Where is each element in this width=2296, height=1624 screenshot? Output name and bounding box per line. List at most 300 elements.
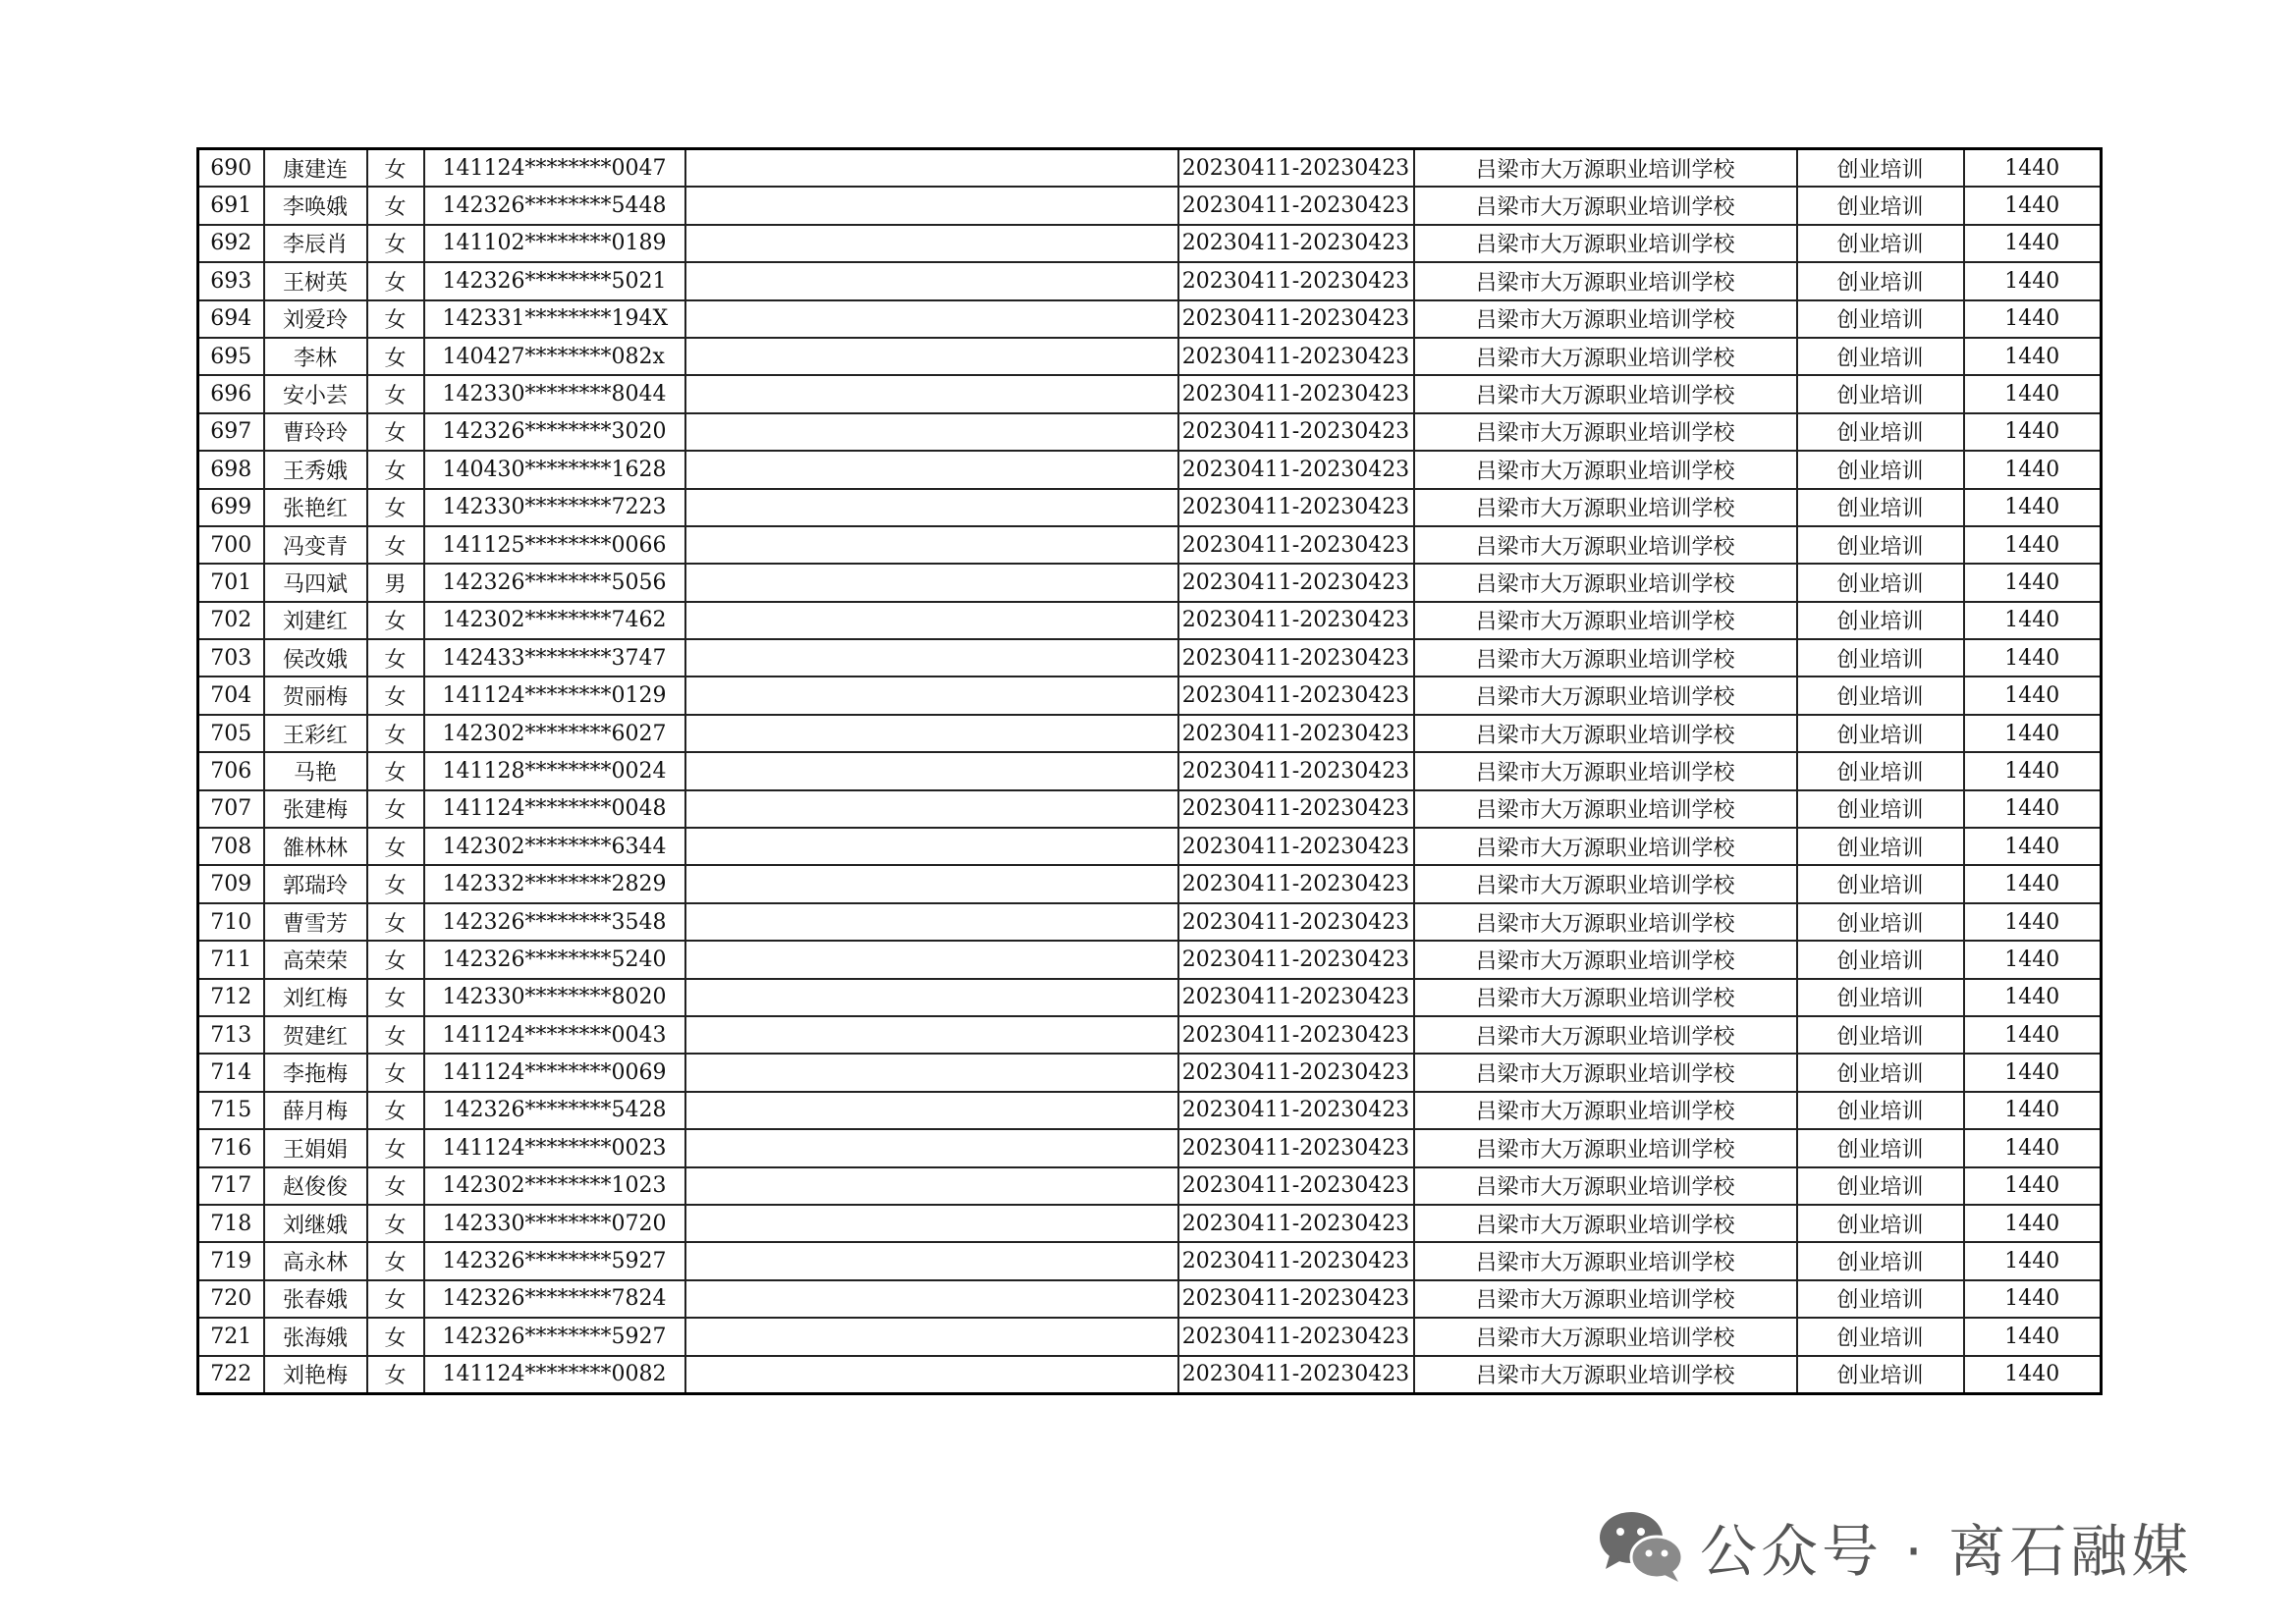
cell-name: 曹玲玲 xyxy=(264,413,367,451)
cell-training-period: 20230411-20230423 xyxy=(1178,602,1414,639)
cell-amount: 1440 xyxy=(1964,903,2102,941)
cell-amount: 1440 xyxy=(1964,828,2102,865)
table-row xyxy=(198,1242,2102,1279)
cell-gender: 女 xyxy=(367,451,424,488)
cell-school: 吕梁市大万源职业培训学校 xyxy=(1414,526,1797,564)
cell-gender: 女 xyxy=(367,903,424,941)
cell-index: 717 xyxy=(198,1167,264,1205)
cell-gender: 女 xyxy=(367,489,424,526)
cell-amount: 1440 xyxy=(1964,1280,2102,1318)
cell-id-number: 142302********7462 xyxy=(424,602,685,639)
cell-training-type: 创业培训 xyxy=(1797,1356,1964,1394)
cell-training-type: 创业培训 xyxy=(1797,1205,1964,1242)
cell-training-period: 20230411-20230423 xyxy=(1178,1318,1414,1355)
cell-training-period: 20230411-20230423 xyxy=(1178,752,1414,789)
cell-gender: 女 xyxy=(367,300,424,338)
cell-id-number: 142331********194X xyxy=(424,300,685,338)
cell-id-number: 141124********0047 xyxy=(424,149,685,188)
cell-blank xyxy=(685,639,1178,677)
cell-school: 吕梁市大万源职业培训学校 xyxy=(1414,225,1797,262)
cell-gender: 女 xyxy=(367,1318,424,1355)
cell-index: 722 xyxy=(198,1356,264,1394)
cell-training-type: 创业培训 xyxy=(1797,865,1964,902)
cell-school: 吕梁市大万源职业培训学校 xyxy=(1414,602,1797,639)
cell-index: 693 xyxy=(198,262,264,299)
cell-school: 吕梁市大万源职业培训学校 xyxy=(1414,1016,1797,1054)
cell-training-period: 20230411-20230423 xyxy=(1178,790,1414,828)
cell-index: 702 xyxy=(198,602,264,639)
table-row xyxy=(198,1356,2102,1394)
cell-amount: 1440 xyxy=(1964,338,2102,375)
cell-amount: 1440 xyxy=(1964,1054,2102,1091)
table-row xyxy=(198,790,2102,828)
cell-training-period: 20230411-20230423 xyxy=(1178,677,1414,714)
cell-gender: 女 xyxy=(367,225,424,262)
cell-name: 马四斌 xyxy=(264,564,367,601)
cell-gender: 女 xyxy=(367,149,424,188)
table-row xyxy=(198,865,2102,902)
cell-training-type: 创业培训 xyxy=(1797,1092,1964,1129)
cell-gender: 女 xyxy=(367,1167,424,1205)
cell-training-type: 创业培训 xyxy=(1797,677,1964,714)
cell-name: 雒林林 xyxy=(264,828,367,865)
cell-training-period: 20230411-20230423 xyxy=(1178,187,1414,224)
cell-blank xyxy=(685,752,1178,789)
cell-training-period: 20230411-20230423 xyxy=(1178,903,1414,941)
table-row xyxy=(198,338,2102,375)
cell-amount: 1440 xyxy=(1964,1092,2102,1129)
watermark xyxy=(1596,1507,2192,1586)
cell-training-period: 20230411-20230423 xyxy=(1178,149,1414,188)
cell-training-type: 创业培训 xyxy=(1797,149,1964,188)
cell-id-number: 142302********6344 xyxy=(424,828,685,865)
cell-training-period: 20230411-20230423 xyxy=(1178,338,1414,375)
cell-training-type: 创业培训 xyxy=(1797,790,1964,828)
cell-amount: 1440 xyxy=(1964,451,2102,488)
cell-index: 721 xyxy=(198,1318,264,1355)
cell-id-number: 141124********0048 xyxy=(424,790,685,828)
cell-gender: 女 xyxy=(367,526,424,564)
table-row xyxy=(198,639,2102,677)
cell-gender: 女 xyxy=(367,1129,424,1166)
cell-training-type: 创业培训 xyxy=(1797,903,1964,941)
cell-index: 714 xyxy=(198,1054,264,1091)
table-row xyxy=(198,262,2102,299)
table-row xyxy=(198,489,2102,526)
cell-training-period: 20230411-20230423 xyxy=(1178,941,1414,978)
cell-gender: 女 xyxy=(367,1242,424,1279)
cell-training-type: 创业培训 xyxy=(1797,828,1964,865)
table-row xyxy=(198,1205,2102,1242)
cell-amount: 1440 xyxy=(1964,149,2102,188)
cell-name: 侯改娥 xyxy=(264,639,367,677)
cell-school: 吕梁市大万源职业培训学校 xyxy=(1414,865,1797,902)
cell-school: 吕梁市大万源职业培训学校 xyxy=(1414,1205,1797,1242)
cell-name: 高荣荣 xyxy=(264,941,367,978)
cell-school: 吕梁市大万源职业培训学校 xyxy=(1414,1242,1797,1279)
cell-index: 707 xyxy=(198,790,264,828)
table-row xyxy=(198,1016,2102,1054)
cell-id-number: 142326********3548 xyxy=(424,903,685,941)
cell-name: 薛月梅 xyxy=(264,1092,367,1129)
cell-index: 715 xyxy=(198,1092,264,1129)
cell-index: 711 xyxy=(198,941,264,978)
cell-gender: 女 xyxy=(367,941,424,978)
cell-blank xyxy=(685,1242,1178,1279)
table-row xyxy=(198,451,2102,488)
cell-id-number: 142302********1023 xyxy=(424,1167,685,1205)
cell-gender: 女 xyxy=(367,375,424,412)
cell-training-type: 创业培训 xyxy=(1797,300,1964,338)
cell-name: 刘继娥 xyxy=(264,1205,367,1242)
cell-index: 690 xyxy=(198,149,264,188)
cell-training-type: 创业培训 xyxy=(1797,564,1964,601)
cell-name: 王树英 xyxy=(264,262,367,299)
table-row xyxy=(198,715,2102,752)
cell-id-number: 142326********7824 xyxy=(424,1280,685,1318)
cell-amount: 1440 xyxy=(1964,300,2102,338)
cell-blank xyxy=(685,413,1178,451)
cell-id-number: 141102********0189 xyxy=(424,225,685,262)
cell-blank xyxy=(685,262,1178,299)
cell-blank xyxy=(685,149,1178,188)
cell-amount: 1440 xyxy=(1964,941,2102,978)
table-row xyxy=(198,564,2102,601)
cell-training-type: 创业培训 xyxy=(1797,338,1964,375)
cell-id-number: 141124********0082 xyxy=(424,1356,685,1394)
cell-amount: 1440 xyxy=(1964,489,2102,526)
cell-training-period: 20230411-20230423 xyxy=(1178,979,1414,1016)
cell-index: 709 xyxy=(198,865,264,902)
cell-index: 694 xyxy=(198,300,264,338)
cell-name: 贺建红 xyxy=(264,1016,367,1054)
cell-school: 吕梁市大万源职业培训学校 xyxy=(1414,790,1797,828)
cell-school: 吕梁市大万源职业培训学校 xyxy=(1414,489,1797,526)
cell-training-period: 20230411-20230423 xyxy=(1178,564,1414,601)
cell-school: 吕梁市大万源职业培训学校 xyxy=(1414,300,1797,338)
cell-id-number: 142302********6027 xyxy=(424,715,685,752)
table-row xyxy=(198,752,2102,789)
cell-id-number: 140430********1628 xyxy=(424,451,685,488)
table-row xyxy=(198,828,2102,865)
cell-blank xyxy=(685,1129,1178,1166)
cell-training-period: 20230411-20230423 xyxy=(1178,1016,1414,1054)
table-row xyxy=(198,1054,2102,1091)
cell-blank xyxy=(685,715,1178,752)
cell-training-period: 20230411-20230423 xyxy=(1178,715,1414,752)
cell-training-type: 创业培训 xyxy=(1797,1129,1964,1166)
cell-school: 吕梁市大万源职业培训学校 xyxy=(1414,941,1797,978)
cell-blank xyxy=(685,1092,1178,1129)
cell-amount: 1440 xyxy=(1964,752,2102,789)
cell-school: 吕梁市大万源职业培训学校 xyxy=(1414,979,1797,1016)
cell-name: 李林 xyxy=(264,338,367,375)
cell-amount: 1440 xyxy=(1964,564,2102,601)
cell-blank xyxy=(685,941,1178,978)
cell-amount: 1440 xyxy=(1964,225,2102,262)
cell-school: 吕梁市大万源职业培训学校 xyxy=(1414,903,1797,941)
cell-index: 691 xyxy=(198,187,264,224)
cell-id-number: 142433********3747 xyxy=(424,639,685,677)
cell-gender: 女 xyxy=(367,602,424,639)
cell-name: 曹雪芳 xyxy=(264,903,367,941)
cell-training-period: 20230411-20230423 xyxy=(1178,1280,1414,1318)
cell-gender: 女 xyxy=(367,1016,424,1054)
cell-school: 吕梁市大万源职业培训学校 xyxy=(1414,1129,1797,1166)
cell-blank xyxy=(685,1016,1178,1054)
cell-training-type: 创业培训 xyxy=(1797,413,1964,451)
cell-gender: 女 xyxy=(367,828,424,865)
cell-school: 吕梁市大万源职业培训学校 xyxy=(1414,1054,1797,1091)
cell-training-period: 20230411-20230423 xyxy=(1178,375,1414,412)
cell-id-number: 142330********8020 xyxy=(424,979,685,1016)
cell-school: 吕梁市大万源职业培训学校 xyxy=(1414,451,1797,488)
cell-amount: 1440 xyxy=(1964,865,2102,902)
table-row xyxy=(198,1092,2102,1129)
cell-training-type: 创业培训 xyxy=(1797,1280,1964,1318)
cell-blank xyxy=(685,828,1178,865)
cell-blank xyxy=(685,375,1178,412)
cell-school: 吕梁市大万源职业培训学校 xyxy=(1414,338,1797,375)
cell-school: 吕梁市大万源职业培训学校 xyxy=(1414,149,1797,188)
cell-gender: 女 xyxy=(367,1356,424,1394)
cell-name: 刘爱玲 xyxy=(264,300,367,338)
table-row xyxy=(198,225,2102,262)
cell-training-type: 创业培训 xyxy=(1797,375,1964,412)
cell-id-number: 142326********5428 xyxy=(424,1092,685,1129)
cell-training-type: 创业培训 xyxy=(1797,451,1964,488)
cell-id-number: 142332********2829 xyxy=(424,865,685,902)
cell-name: 郭瑞玲 xyxy=(264,865,367,902)
cell-blank xyxy=(685,1167,1178,1205)
cell-training-period: 20230411-20230423 xyxy=(1178,828,1414,865)
cell-gender: 女 xyxy=(367,262,424,299)
cell-amount: 1440 xyxy=(1964,1205,2102,1242)
cell-amount: 1440 xyxy=(1964,1129,2102,1166)
cell-blank xyxy=(685,1280,1178,1318)
cell-amount: 1440 xyxy=(1964,1016,2102,1054)
cell-training-period: 20230411-20230423 xyxy=(1178,451,1414,488)
cell-training-type: 创业培训 xyxy=(1797,1016,1964,1054)
cell-id-number: 141124********0069 xyxy=(424,1054,685,1091)
cell-gender: 女 xyxy=(367,979,424,1016)
cell-training-type: 创业培训 xyxy=(1797,225,1964,262)
cell-index: 719 xyxy=(198,1242,264,1279)
cell-index: 710 xyxy=(198,903,264,941)
cell-name: 赵俊俊 xyxy=(264,1167,367,1205)
cell-training-period: 20230411-20230423 xyxy=(1178,865,1414,902)
cell-name: 刘艳梅 xyxy=(264,1356,367,1394)
cell-training-period: 20230411-20230423 xyxy=(1178,300,1414,338)
cell-name: 安小芸 xyxy=(264,375,367,412)
cell-name: 刘建红 xyxy=(264,602,367,639)
cell-amount: 1440 xyxy=(1964,1356,2102,1394)
cell-amount: 1440 xyxy=(1964,187,2102,224)
cell-name: 刘红梅 xyxy=(264,979,367,1016)
cell-training-period: 20230411-20230423 xyxy=(1178,1092,1414,1129)
cell-name: 李唤娥 xyxy=(264,187,367,224)
cell-training-type: 创业培训 xyxy=(1797,1318,1964,1355)
cell-id-number: 141124********0129 xyxy=(424,677,685,714)
cell-gender: 女 xyxy=(367,338,424,375)
cell-blank xyxy=(685,790,1178,828)
cell-gender: 女 xyxy=(367,865,424,902)
cell-blank xyxy=(685,225,1178,262)
cell-name: 康建连 xyxy=(264,149,367,188)
cell-id-number: 142326********5240 xyxy=(424,941,685,978)
cell-training-type: 创业培训 xyxy=(1797,262,1964,299)
table-row xyxy=(198,413,2102,451)
cell-blank xyxy=(685,564,1178,601)
training-roster-table xyxy=(196,147,2103,1395)
cell-training-type: 创业培训 xyxy=(1797,639,1964,677)
cell-training-type: 创业培训 xyxy=(1797,941,1964,978)
cell-name: 张海娥 xyxy=(264,1318,367,1355)
cell-index: 705 xyxy=(198,715,264,752)
cell-blank xyxy=(685,451,1178,488)
cell-training-type: 创业培训 xyxy=(1797,1054,1964,1091)
cell-gender: 男 xyxy=(367,564,424,601)
cell-index: 713 xyxy=(198,1016,264,1054)
cell-id-number: 141125********0066 xyxy=(424,526,685,564)
cell-school: 吕梁市大万源职业培训学校 xyxy=(1414,677,1797,714)
cell-school: 吕梁市大万源职业培训学校 xyxy=(1414,1356,1797,1394)
cell-blank xyxy=(685,187,1178,224)
cell-school: 吕梁市大万源职业培训学校 xyxy=(1414,1318,1797,1355)
cell-name: 张春娥 xyxy=(264,1280,367,1318)
cell-training-period: 20230411-20230423 xyxy=(1178,489,1414,526)
cell-blank xyxy=(685,1318,1178,1355)
cell-id-number: 141128********0024 xyxy=(424,752,685,789)
cell-school: 吕梁市大万源职业培训学校 xyxy=(1414,1167,1797,1205)
cell-index: 698 xyxy=(198,451,264,488)
cell-blank xyxy=(685,1054,1178,1091)
cell-index: 703 xyxy=(198,639,264,677)
table-row xyxy=(198,1129,2102,1166)
cell-name: 王秀娥 xyxy=(264,451,367,488)
cell-gender: 女 xyxy=(367,1280,424,1318)
cell-index: 720 xyxy=(198,1280,264,1318)
cell-amount: 1440 xyxy=(1964,677,2102,714)
cell-school: 吕梁市大万源职业培训学校 xyxy=(1414,715,1797,752)
cell-training-type: 创业培训 xyxy=(1797,979,1964,1016)
cell-school: 吕梁市大万源职业培训学校 xyxy=(1414,187,1797,224)
table-row xyxy=(198,187,2102,224)
cell-amount: 1440 xyxy=(1964,413,2102,451)
cell-amount: 1440 xyxy=(1964,639,2102,677)
cell-index: 697 xyxy=(198,413,264,451)
table-row xyxy=(198,1280,2102,1318)
cell-training-period: 20230411-20230423 xyxy=(1178,413,1414,451)
cell-school: 吕梁市大万源职业培训学校 xyxy=(1414,639,1797,677)
cell-name: 王娟娟 xyxy=(264,1129,367,1166)
cell-blank xyxy=(685,903,1178,941)
cell-amount: 1440 xyxy=(1964,715,2102,752)
cell-id-number: 142330********8044 xyxy=(424,375,685,412)
cell-training-period: 20230411-20230423 xyxy=(1178,639,1414,677)
cell-gender: 女 xyxy=(367,413,424,451)
cell-gender: 女 xyxy=(367,1092,424,1129)
cell-blank xyxy=(685,489,1178,526)
cell-training-type: 创业培训 xyxy=(1797,1167,1964,1205)
cell-training-period: 20230411-20230423 xyxy=(1178,225,1414,262)
cell-training-period: 20230411-20230423 xyxy=(1178,1356,1414,1394)
cell-amount: 1440 xyxy=(1964,375,2102,412)
cell-gender: 女 xyxy=(367,752,424,789)
cell-gender: 女 xyxy=(367,187,424,224)
roster-body xyxy=(198,149,2102,1394)
cell-school: 吕梁市大万源职业培训学校 xyxy=(1414,1092,1797,1129)
cell-amount: 1440 xyxy=(1964,1242,2102,1279)
cell-id-number: 142326********3020 xyxy=(424,413,685,451)
cell-school: 吕梁市大万源职业培训学校 xyxy=(1414,564,1797,601)
cell-blank xyxy=(685,300,1178,338)
cell-index: 716 xyxy=(198,1129,264,1166)
table-row xyxy=(198,526,2102,564)
cell-id-number: 142326********5021 xyxy=(424,262,685,299)
cell-id-number: 142326********5927 xyxy=(424,1242,685,1279)
cell-training-type: 创业培训 xyxy=(1797,489,1964,526)
cell-training-period: 20230411-20230423 xyxy=(1178,1242,1414,1279)
cell-gender: 女 xyxy=(367,639,424,677)
table-row xyxy=(198,1318,2102,1355)
table-row xyxy=(198,375,2102,412)
cell-index: 701 xyxy=(198,564,264,601)
cell-school: 吕梁市大万源职业培训学校 xyxy=(1414,752,1797,789)
table-row xyxy=(198,602,2102,639)
cell-training-type: 创业培训 xyxy=(1797,715,1964,752)
cell-index: 692 xyxy=(198,225,264,262)
cell-training-period: 20230411-20230423 xyxy=(1178,526,1414,564)
cell-training-type: 创业培训 xyxy=(1797,752,1964,789)
cell-index: 695 xyxy=(198,338,264,375)
cell-name: 贺丽梅 xyxy=(264,677,367,714)
cell-blank xyxy=(685,677,1178,714)
cell-id-number: 140427********082x xyxy=(424,338,685,375)
cell-amount: 1440 xyxy=(1964,790,2102,828)
cell-index: 708 xyxy=(198,828,264,865)
cell-index: 704 xyxy=(198,677,264,714)
cell-blank xyxy=(685,526,1178,564)
cell-id-number: 141124********0043 xyxy=(424,1016,685,1054)
cell-blank xyxy=(685,338,1178,375)
table-row xyxy=(198,903,2102,941)
cell-index: 699 xyxy=(198,489,264,526)
cell-name: 李辰肖 xyxy=(264,225,367,262)
cell-school: 吕梁市大万源职业培训学校 xyxy=(1414,828,1797,865)
cell-training-period: 20230411-20230423 xyxy=(1178,1205,1414,1242)
cell-id-number: 142326********5056 xyxy=(424,564,685,601)
table-row xyxy=(198,941,2102,978)
cell-id-number: 142330********0720 xyxy=(424,1205,685,1242)
cell-training-period: 20230411-20230423 xyxy=(1178,1054,1414,1091)
cell-id-number: 142330********7223 xyxy=(424,489,685,526)
cell-gender: 女 xyxy=(367,715,424,752)
cell-name: 张建梅 xyxy=(264,790,367,828)
cell-gender: 女 xyxy=(367,790,424,828)
cell-blank xyxy=(685,1205,1178,1242)
cell-school: 吕梁市大万源职业培训学校 xyxy=(1414,262,1797,299)
cell-gender: 女 xyxy=(367,677,424,714)
cell-index: 712 xyxy=(198,979,264,1016)
cell-blank xyxy=(685,979,1178,1016)
cell-name: 张艳红 xyxy=(264,489,367,526)
cell-index: 700 xyxy=(198,526,264,564)
table-row xyxy=(198,149,2102,188)
cell-index: 706 xyxy=(198,752,264,789)
cell-gender: 女 xyxy=(367,1054,424,1091)
cell-amount: 1440 xyxy=(1964,602,2102,639)
